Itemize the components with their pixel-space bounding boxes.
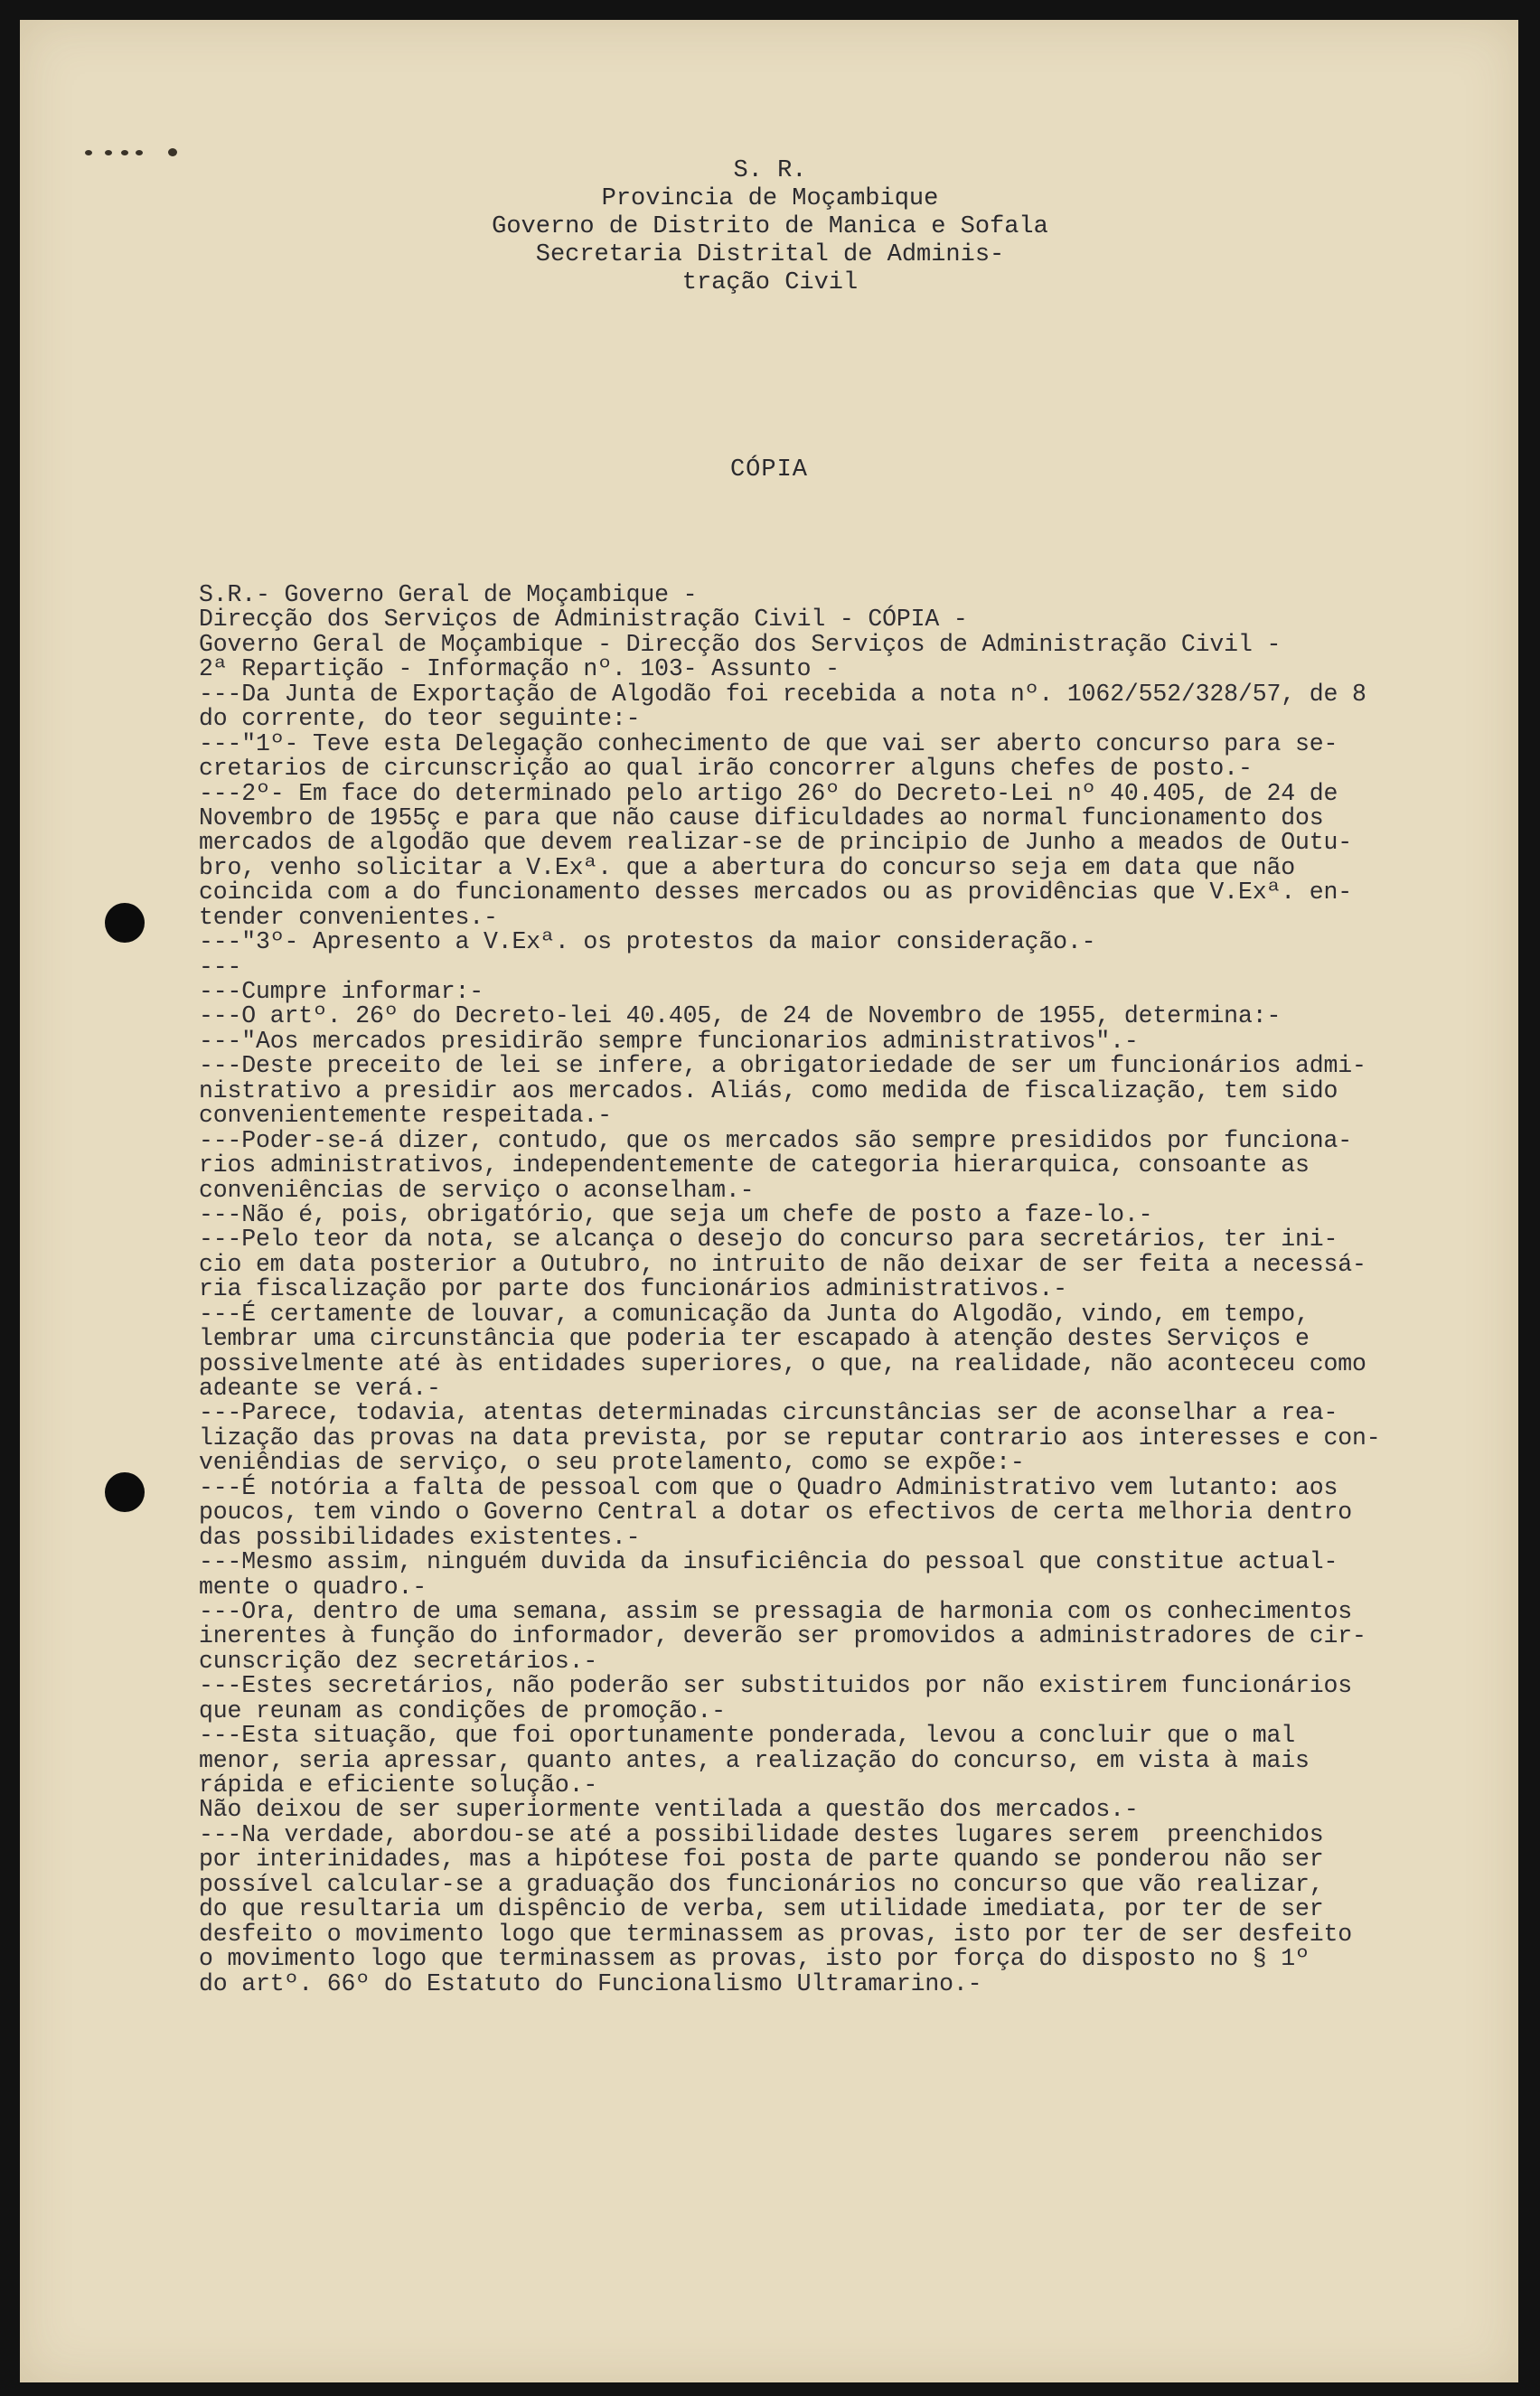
body-text-line: ---2º- Em face do determinado pelo artigo 26º do Decreto-Lei nº 40.405, de 24 de (199, 779, 1338, 807)
body-text-line: inerentes à função do informador, deverão ser promovidos a administradores de cir- (199, 1622, 1366, 1650)
body-text-line: do corrente, do teor seguinte:- (199, 705, 641, 733)
header-line: Governo de Distrito de Manica e Sofala (492, 213, 1048, 240)
body-text-line: ---Parece, todavia, atentas determinadas circunstâncias ser de aconselhar a rea- (199, 1399, 1338, 1427)
document-page (20, 20, 1518, 2382)
body-text-line: cunscrição dez secretários.- (199, 1647, 598, 1675)
body-text-line: por interinidades, mas a hipótese foi posta de parte quando se ponderou não ser (199, 1846, 1324, 1874)
header-line: Provincia de Moçambique (601, 185, 939, 212)
body-text-line: cio em data posterior a Outubro, no intruito de não deixar de ser feita a necessá- (199, 1250, 1366, 1278)
body-text-line: lização das provas na data prevista, por se reputar contrario aos interesses e con- (199, 1424, 1381, 1452)
document-body (199, 583, 1491, 1997)
body-text-line: ---"1º- Teve esta Delegação conhecimento de que vai ser aberto concurso para se- (199, 729, 1338, 757)
body-text-line: Novembro de 1955ç e para que não cause dificuldades ao normal funcionamento dos (199, 803, 1324, 832)
body-text-line: Direcção dos Serviços de Administração Civil - CÓPIA - (199, 606, 968, 634)
body-text-line: veniêndias de serviço, o seu protelamento, como se expõe:- (199, 1449, 1025, 1477)
body-text-line: ria fiscalização por parte dos funcionários administrativos.- (199, 1275, 1067, 1303)
body-text-line: Governo Geral de Moçambique - Direcção dos Serviços de Administração Civil - (199, 630, 1282, 658)
document-title: CÓPIA (729, 456, 808, 484)
body-text-line: ---Cumpre informar:- (199, 978, 484, 1005)
body-text-line: mercados de algodão que devem realizar-se de principio de Junho a meados de Outu- (199, 829, 1352, 857)
body-text-line: lembrar uma circunstância que poderia ter escapado à atenção destes Serviços e (199, 1325, 1310, 1353)
body-text-line: Não deixou de ser superiormente ventilada a questão dos mercados.- (199, 1796, 1139, 1824)
body-text-line: do artº. 66º do Estatuto do Funcionalismo Ultramarino.- (199, 1969, 982, 1997)
body-text-line: tender convenientes.- (199, 903, 498, 931)
body-text-line: mente o quadro.- (199, 1573, 427, 1601)
body-text-line: 2ª Repartição - Informação nº. 103- Assunto - (199, 655, 840, 683)
body-text-line: desfeito o movimento logo que terminassem as provas, isto por ter de ser desfeito (199, 1920, 1352, 1948)
body-text-line: ---Da Junta de Exportação de Algodão foi recebida a nota nº. 1062/552/328/57, de 8 (199, 680, 1366, 708)
body-text-line: o movimento logo que terminassem as provas, isto por força do disposto no § 1º (199, 1945, 1310, 1973)
body-text-line: possivelmente até às entidades superiores, o que, na realidade, não aconteceu como (199, 1349, 1366, 1377)
body-text-line: ---É notória a falta de pessoal com que o Quadro Administrativo vem lutanto: aos (199, 1473, 1338, 1501)
body-text-line: S.R.- Governo Geral de Moçambique - (199, 581, 698, 608)
body-text-line: ---"3º- Apresento a V.Exª. os protestos da maior consideração.- (199, 928, 1096, 956)
header-line: tração Civil (681, 269, 859, 296)
body-text-line: das possibilidades existentes.- (199, 1523, 641, 1551)
body-text-line: do que resultaria um dispêncio de verba, sem utilidade imediata, por ter de ser (199, 1895, 1324, 1923)
body-text-line: ---Estes secretários, não poderão ser substituidos por não existirem funcionários (199, 1672, 1352, 1700)
body-text-line: bro, venho solicitar a V.Exª. que a abertura do concurso seja em data que não (199, 853, 1295, 881)
body-text-line: coincida com a do funcionamento desses mercados ou as providências que V.Exª. en- (199, 879, 1352, 907)
body-text-line: ---"Aos mercados presidirão sempre funcionarios administrativos".- (199, 1027, 1139, 1055)
body-text-line: menor, seria apressar, quanto antes, a realização do concurso, em vista à mais (199, 1746, 1310, 1774)
body-text-line: nistrativo a presidir aos mercados. Aliás, como medida de fiscalização, tem sido (199, 1076, 1338, 1104)
ink-smudge (85, 146, 202, 157)
body-text-line: cretarios de circunscrição ao qual irão concorrer alguns chefes de posto.- (199, 755, 1253, 783)
body-text-line: ---Não é, pois, obrigatório, que seja um chefe de posto a faze-lo.- (199, 1200, 1153, 1228)
body-text-line: poucos, tem vindo o Governo Central a dotar os efectivos de certa melhoria dentro (199, 1499, 1352, 1527)
body-text-line: rápida e eficiente solução.- (199, 1771, 598, 1799)
body-text-line: ---Mesmo assim, ninguém duvida da insuficiência do pessoal que constitue actual- (199, 1548, 1338, 1576)
letterhead (445, 157, 1095, 297)
body-text-line: conveniências de serviço o aconselham.- (199, 1176, 755, 1204)
body-text-line: ---Pelo teor da nota, se alcança o desejo do concurso para secretários, ter ini- (199, 1226, 1338, 1254)
body-text-line: ---Deste preceito de lei se infere, a obrigatoriedade de ser um funcionários admi- (199, 1052, 1366, 1080)
body-text-line: que reunam as condições de promoção.- (199, 1696, 726, 1724)
header-line: Secretaria Distrital de Adminis- (535, 241, 1005, 268)
body-text-line: --- (199, 953, 242, 981)
body-text-line: ---Esta situação, que foi oportunamente ponderada, levou a concluir que o mal (199, 1722, 1295, 1750)
body-text-line: ---O artº. 26º do Decreto-lei 40.405, de 24 de Novembro de 1955, determina:- (199, 1002, 1282, 1030)
body-text-line: ---É certamente de louvar, a comunicação da Junta do Algodão, vindo, em tempo, (199, 1300, 1310, 1328)
body-text-line: ---Na verdade, abordou-se até a possibilidade destes lugares serem preenchidos (199, 1820, 1324, 1848)
body-text-line: ---Poder-se-á dizer, contudo, que os mercados são sempre presididos por funciona- (199, 1126, 1352, 1154)
body-text-line: convenientemente respeitada.- (199, 1102, 612, 1130)
body-text-line: possível calcular-se a graduação dos funcionários no concurso que vão realizar, (199, 1870, 1324, 1898)
body-text-line: adeante se verá.- (199, 1375, 441, 1402)
body-text-line: ---Ora, dentro de uma semana, assim se pressagia de harmonia com os conhecimentos (199, 1597, 1352, 1625)
body-text-line: rios administrativos, independentemente de categoria hierarquica, consoante as (199, 1151, 1310, 1179)
header-line: S. R. (733, 157, 807, 184)
punch-hole (105, 1472, 145, 1512)
punch-hole (105, 903, 145, 943)
